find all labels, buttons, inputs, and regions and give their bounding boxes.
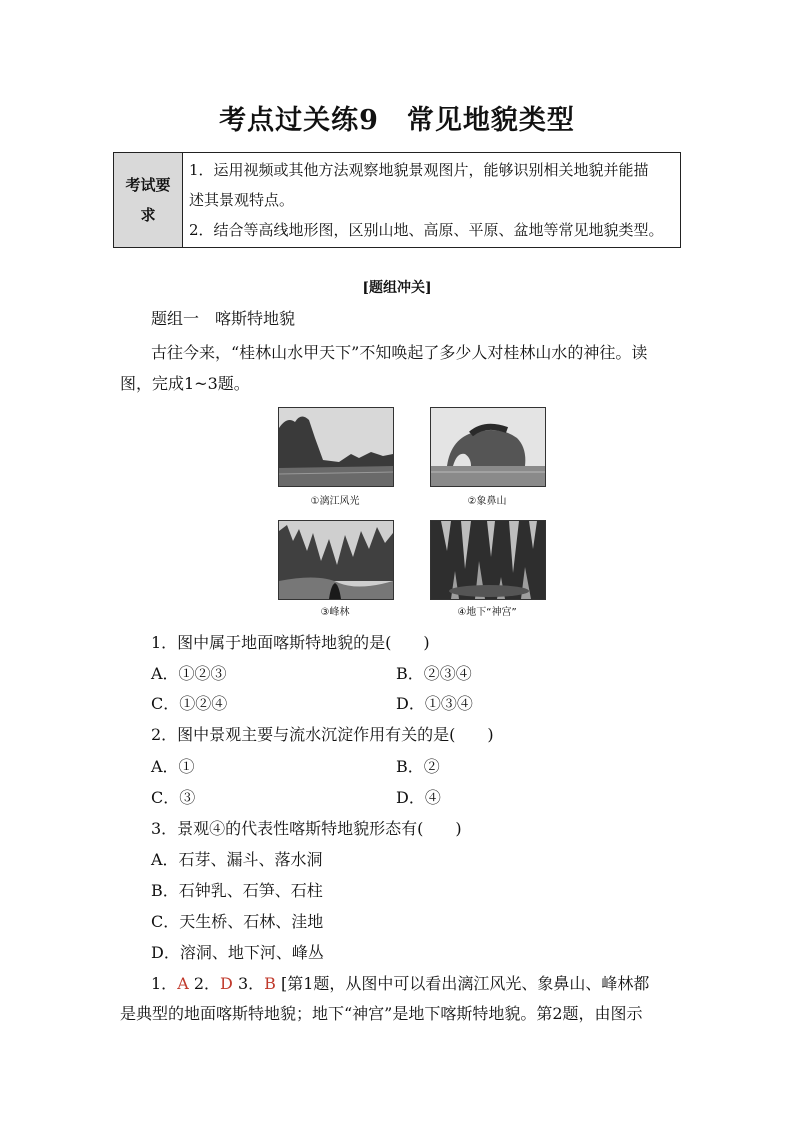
group-title: 题组一 喀斯特地貌 xyxy=(151,309,296,328)
question-3-option-d: D．溶洞、地下河、峰丛 xyxy=(151,943,324,962)
requirement-2: 2．结合等高线地形图，区别山地、高原、平原、盆地等常见地貌类型。 xyxy=(189,221,664,239)
question-1-option-d: D．①③④ xyxy=(396,694,473,713)
requirements-table xyxy=(113,152,681,248)
question-2-option-d: D．④ xyxy=(396,788,441,807)
figure-4-caption: ④地下“神宫” xyxy=(457,607,517,618)
requirements-label-text: 考试要求 xyxy=(125,176,171,224)
question-3-option-b: B．石钟乳、石笋、石柱 xyxy=(151,881,323,900)
section-title: [题组冲关] xyxy=(362,280,432,296)
requirements-body xyxy=(183,153,681,248)
question-3-stem: 3．景观④的代表性喀斯特地貌形态有( ) xyxy=(151,819,462,838)
question-1-stem: 1．图中属于地面喀斯特地貌的是( ) xyxy=(151,633,430,652)
peak-forest-photo xyxy=(278,520,394,600)
figure-2-caption: ②象鼻山 xyxy=(467,496,507,507)
answer-3-number: 3． xyxy=(237,974,265,993)
answer-2-number: 2． xyxy=(193,974,221,993)
question-1-option-c: C．①②④ xyxy=(151,694,228,713)
requirements-label xyxy=(114,153,183,248)
figure-1-caption: ①漓江风光 xyxy=(310,496,360,507)
explanation-line-1: [第1题，从图中可以看出漓江风光、象鼻山、峰林都 xyxy=(281,974,650,993)
intro-line-2: 图，完成1~3题。 xyxy=(120,374,250,393)
answer-2-value: D xyxy=(220,974,233,993)
figure-3-caption: ③峰林 xyxy=(320,607,350,618)
question-2-option-b: B．② xyxy=(396,757,440,776)
answer-1-value: A xyxy=(177,974,189,993)
question-2-stem: 2．图中景观主要与流水沉淀作用有关的是( ) xyxy=(151,725,494,744)
question-1-option-b: B．②③④ xyxy=(396,664,472,683)
page-title: 考点过关练9 常见地貌类型 xyxy=(219,105,575,136)
requirement-1-line-2: 述其景观特点。 xyxy=(189,191,295,209)
karst-cave-photo xyxy=(430,520,546,600)
question-3-option-c: C．天生桥、石林、洼地 xyxy=(151,912,324,931)
question-3-option-a: A．石芽、漏斗、落水洞 xyxy=(151,850,323,869)
answer-1-number: 1． xyxy=(151,974,178,993)
answer-line-1 xyxy=(151,974,649,994)
question-2-option-a: A．① xyxy=(151,757,195,776)
answer-3-value: B xyxy=(264,974,276,993)
elephant-trunk-hill-photo xyxy=(430,407,546,487)
explanation-line-2: 是典型的地面喀斯特地貌；地下“神宫”是地下喀斯特地貌。第2题，由图示 xyxy=(120,1004,643,1023)
question-1-option-a: A．①②③ xyxy=(151,664,227,683)
question-2-option-c: C．③ xyxy=(151,788,196,807)
intro-line-1: 古往今来，“桂林山水甲天下”不知唤起了多少人对桂林山水的神往。读 xyxy=(151,343,648,362)
river-karst-peaks-photo xyxy=(278,407,394,487)
requirement-1-line-1: 1．运用视频或其他方法观察地貌景观图片，能够识别相关地貌并能描 xyxy=(189,161,649,179)
